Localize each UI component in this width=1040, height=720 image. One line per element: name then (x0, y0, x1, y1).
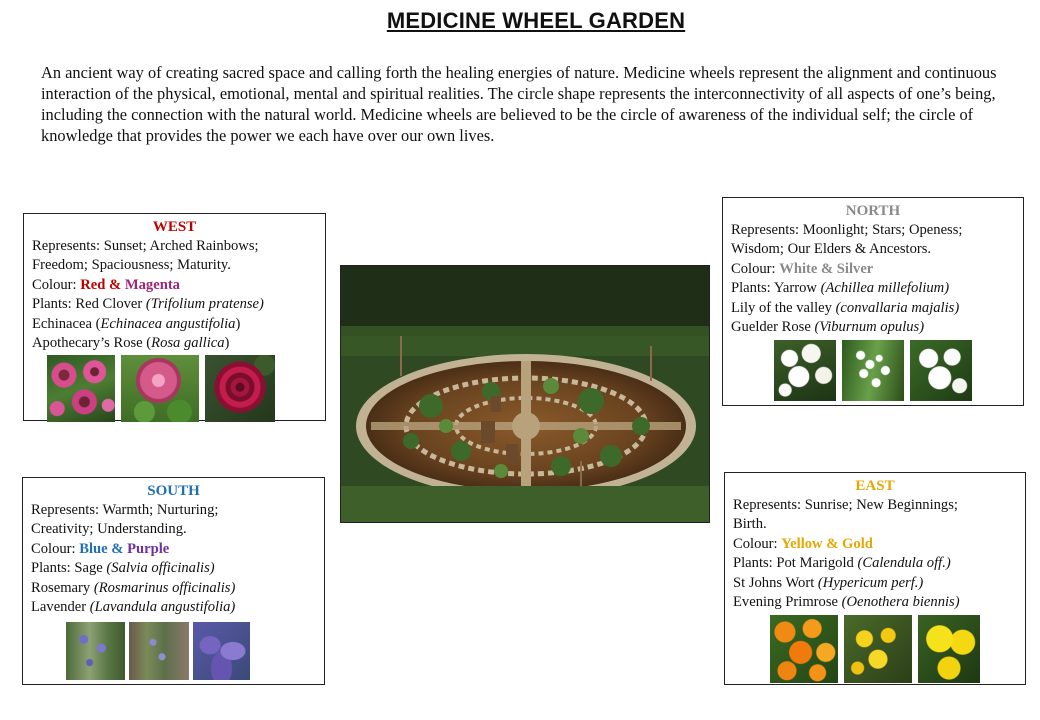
west-plant-rose (32, 334, 317, 353)
south-colour-amp: & (107, 540, 128, 557)
north-colour-label: Colour: (731, 260, 780, 277)
south-plant1-name: Plants: Sage (31, 560, 107, 577)
west-plant1-name: Plants: Red Clover (32, 296, 146, 313)
north-plant3-latin: (Viburnum opulus) (814, 319, 925, 336)
east-panel (724, 472, 1026, 685)
west-plant2-latin: Echinacea angustifolia (100, 315, 236, 332)
lily-of-the-valley-photo (842, 340, 904, 401)
west-plant3-close: ) (224, 335, 230, 352)
east-plant1-latin: (Calendula off.) (857, 555, 951, 572)
east-colour-label: Colour: (733, 535, 782, 552)
north-photos (731, 340, 1015, 401)
south-plant-lavender (31, 598, 316, 617)
west-plant2-name: Echinacea ( (32, 315, 101, 332)
west-colour-magenta: Magenta (124, 276, 180, 293)
west-colour (32, 276, 317, 295)
echinacea-photo (47, 355, 115, 422)
north-plant1-latin: (Achillea millefolium) (820, 280, 950, 297)
east-plant-stjohns (733, 574, 1017, 593)
north-panel (722, 197, 1024, 406)
north-plant1-name: Plants: Yarrow (731, 280, 821, 297)
east-plant-marigold (733, 554, 1017, 573)
st-johns-wort-photo (844, 615, 912, 683)
intro-paragraph: An ancient way of creating sacred space and calling forth the healing energies of nature. Medicine wheels represent the alignment and continuous interaction of the physical, emotional, mental and spiritual realities. The circle shape represents the interconnectivity of all aspects of one’s being, including the connection with the natural world. Medicine wheels are believed to be the circle of awareness of the individual self; the circle of knowledge that provides the power we each have over our own lives. (41, 63, 997, 145)
yarrow-photo (774, 340, 836, 401)
north-represents-line2: Wisdom; Our Elders & Ancestors. (731, 241, 932, 258)
west-colour-amp: & (105, 276, 125, 293)
south-plant-rosemary (31, 579, 316, 598)
north-plant-guelder (731, 318, 1015, 337)
south-photos (31, 622, 316, 680)
east-colour-value: Yellow & Gold (781, 535, 873, 552)
south-plant-sage (31, 559, 316, 578)
south-represents-line2: Creativity; Understanding. (31, 521, 187, 538)
north-plant-yarrow (731, 279, 1015, 298)
west-plant1-latin: (Trifolium pratense) (145, 296, 264, 313)
pot-marigold-photo (770, 615, 838, 683)
lavender-photo (193, 622, 250, 680)
evening-primrose-photo (918, 615, 980, 683)
north-plant3-name: Guelder Rose (731, 319, 815, 336)
east-plant-primrose (733, 593, 1017, 612)
east-plant1-name: Plants: Pot Marigold (733, 555, 858, 572)
west-plant3-name: Apothecary’s Rose ( (32, 335, 152, 352)
west-plant-echinacea (32, 315, 317, 334)
west-plant-red-clover (32, 295, 317, 314)
red-clover-photo (121, 355, 199, 422)
west-heading: WEST (152, 219, 197, 235)
east-plant2-latin: (Hypericum perf.) (817, 574, 924, 591)
south-plant2-name: Rosemary (31, 579, 94, 596)
west-represents-line1: Represents: Sunset; Arched Rainbows; (32, 238, 259, 254)
north-colour-value: White & Silver (779, 260, 874, 277)
north-plant-lily (731, 299, 1015, 318)
east-plant3-name: Evening Primrose (733, 594, 842, 611)
sage-photo (66, 622, 125, 680)
medicine-wheel-garden-photo (340, 265, 710, 523)
page-title: MEDICINE WHEEL GARDEN (386, 8, 686, 33)
east-plant2-name: St Johns Wort (733, 574, 818, 591)
south-plant1-latin: (Salvia officinalis) (106, 560, 215, 577)
south-colour-blue: Blue (79, 540, 108, 557)
north-heading: NORTH (845, 203, 901, 219)
south-heading: SOUTH (147, 483, 200, 499)
west-panel (23, 213, 326, 421)
east-plant3-latin: (Oenothera biennis) (841, 594, 960, 611)
rosemary-photo (129, 622, 189, 680)
west-plant3-latin: Rosa gallica (151, 335, 225, 352)
west-plant2-close: ) (235, 315, 241, 332)
south-panel (22, 477, 325, 685)
south-colour-purple: Purple (127, 540, 170, 557)
west-represents-line2: Freedom; Spaciousness; Maturity. (32, 257, 231, 274)
west-colour-label: Colour: (32, 276, 81, 293)
north-plant2-name: Lily of the valley (731, 299, 836, 316)
north-plant2-latin: (convallaria majalis) (835, 299, 960, 316)
east-photos (733, 615, 1017, 683)
south-plant2-latin: (Rosmarinus officinalis) (93, 579, 236, 596)
apothecary-rose-photo (205, 355, 275, 422)
south-represents-line1: Represents: Warmth; Nurturing; (31, 502, 219, 518)
east-represents-line2: Birth. (733, 516, 767, 533)
west-photos (32, 355, 317, 422)
south-colour (31, 540, 316, 559)
east-heading: EAST (855, 478, 895, 494)
north-represents-line1: Represents: Moonlight; Stars; Openess; (731, 222, 963, 238)
south-plant3-name: Lavender (31, 599, 90, 616)
north-colour (731, 260, 1015, 279)
garden-illustration (341, 266, 710, 523)
west-colour-red: Red (80, 276, 106, 293)
south-colour-label: Colour: (31, 540, 80, 557)
south-plant3-latin: (Lavandula angustifolia) (89, 599, 236, 616)
east-colour (733, 535, 1017, 554)
guelder-rose-photo (910, 340, 972, 401)
east-represents-line1: Represents: Sunrise; New Beginnings; (733, 497, 958, 513)
